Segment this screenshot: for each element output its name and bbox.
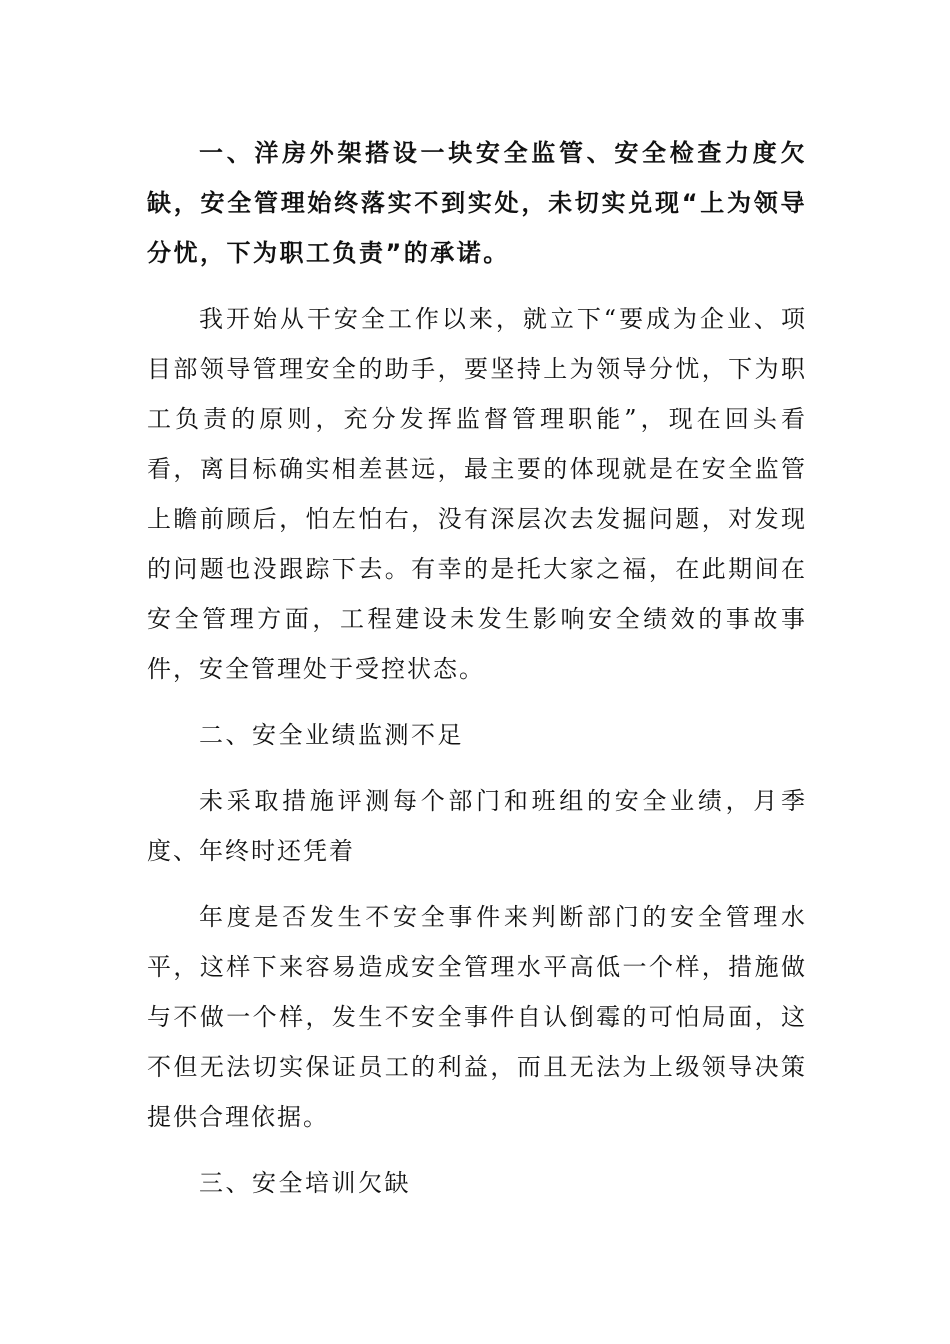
body-paragraph-2: 未采取措施评测每个部门和班组的安全业绩，月季度、年终时还凭着: [147, 787, 807, 865]
section-heading-2: 二、安全业绩监测不足: [199, 721, 464, 749]
body-paragraph-3: 年度是否发生不安全事件来判断部门的安全管理水平，这样下来容易造成安全管理水平高低一个样，措施做与不做一个样，发生不安全事件自认倒霉的可怕局面，这不但无法切实保证员工的利益，而且无法为上级领导决策提供合理依据。: [147, 903, 807, 1131]
document-body: [147, 128, 807, 1224]
section-heading-1: 一、洋房外架搭设一块安全监管、安全检查力度欠缺，安全管理始终落实不到实处，未切实兑现“上为领导分忧，下为职工负责”的承诺。: [147, 139, 807, 267]
body-paragraph-1: 我开始从干安全工作以来，就立下“要成为企业、项目部领导管理安全的助手，要坚持上为领导分忧，下为职工负责的原则，充分发挥监督管理职能”，现在回头看看，离目标确实相差甚远，最主要的体现就是在安全监管上瞻前顾后，怕左怕右，没有深层次去发掘问题，对发现的问题也没跟踪下去。有幸的是托大家之福，在此期间在安全管理方面，工程建设未发生影响安全绩效的事故事件，安全管理处于受控状态。: [147, 305, 807, 683]
section-heading-3: 三、安全培训欠缺: [199, 1169, 411, 1197]
